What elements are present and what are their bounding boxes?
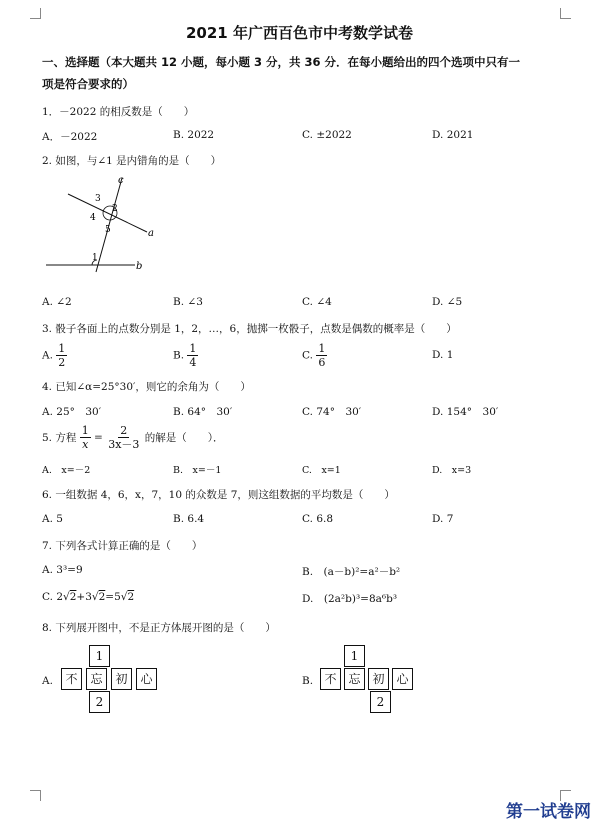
label-a: a: [148, 228, 154, 239]
numerator: 2: [120, 424, 128, 437]
q2-option-c: C. ∠4: [302, 296, 332, 308]
fraction: [187, 342, 198, 369]
q3-stem: 3. 骰子各面上的点数分别是 1，2，…，6，抛掷一枚骰子，点数是偶数的概率是（ ）: [42, 323, 457, 335]
net-cell-bottom: 2: [89, 691, 110, 713]
q3-a-label: A.: [42, 349, 53, 362]
denominator: x: [82, 438, 89, 451]
radicand: 2: [98, 591, 106, 603]
q5-equals: =: [94, 431, 103, 444]
fraction: [316, 342, 327, 369]
q4-option-b: B. 64° 30′: [173, 406, 233, 418]
q7-c-pre: C. 2: [42, 591, 64, 603]
label-5: 5: [105, 225, 111, 235]
q5-option-d: D. x=3: [432, 465, 472, 476]
label-c: c: [118, 175, 124, 186]
net-cell: 忘: [344, 668, 365, 690]
q8-stem: 8. 下列展开图中，不是正方体展开图的是（ ）: [42, 622, 276, 634]
denominator: 3x－3: [108, 438, 140, 451]
sqrt-symbol: √: [91, 591, 99, 603]
label-4: 4: [90, 213, 96, 223]
watermark-logo: 第一试卷网: [506, 802, 591, 822]
sqrt-symbol: √: [120, 591, 128, 603]
radicand: 2: [69, 591, 77, 603]
q8-net-b: [320, 645, 420, 715]
q1-option-c: C. ±2022: [302, 129, 352, 141]
fraction: [56, 342, 67, 369]
q7-option-c: [42, 591, 134, 603]
numerator: 1: [58, 342, 66, 355]
denominator: 6: [318, 356, 326, 369]
sqrt-symbol: √: [63, 591, 70, 603]
q8-net-a: [60, 645, 160, 715]
label-b: b: [136, 261, 143, 272]
numerator: 1: [318, 342, 326, 355]
section-header-line2: 项是符合要求的）: [42, 77, 134, 91]
q8-option-b-label: B.: [302, 675, 314, 687]
q2-figure: [40, 170, 170, 280]
q4-option-a: A. 25° 30′: [42, 406, 102, 418]
q6-option-d: D. 7: [432, 513, 454, 525]
denominator: 4: [189, 356, 197, 369]
q6-stem: 6. 一组数据 4，6，x，7，10 的众数是 7，则这组数据的平均数是（ ）: [42, 489, 395, 501]
q5-stem: [42, 424, 224, 451]
numerator: 1: [189, 342, 197, 355]
q6-option-a: A. 5: [42, 513, 63, 525]
q3-option-c: [302, 342, 327, 369]
q2-option-b: B. ∠3: [173, 296, 203, 308]
q7-c-mid: +3: [76, 591, 92, 603]
fraction: [106, 424, 141, 451]
q1-option-b: B. 2022: [173, 129, 215, 141]
label-1: 1: [92, 253, 98, 263]
q1-option-a: A．－2022: [42, 131, 98, 143]
q2-option-d: D. ∠5: [432, 296, 463, 308]
q6-option-b: B. 6.4: [173, 513, 205, 525]
q5-option-a: A. x=－2: [42, 465, 91, 476]
q5-stem-pre: 5. 方程: [42, 432, 77, 444]
fraction: [80, 424, 91, 451]
q4-option-c: C. 74° 30′: [302, 406, 362, 418]
q7-option-b: B. (a－b)²=a²－b²: [302, 566, 401, 578]
q3-option-a: [42, 342, 67, 369]
q6-option-c: C. 6.8: [302, 513, 334, 525]
denominator: 2: [58, 356, 66, 369]
net-cell: 心: [392, 668, 413, 690]
net-cell: 初: [368, 668, 389, 690]
q3-b-label: B.: [173, 349, 185, 362]
q4-stem: 4. 已知∠α=25°30′，则它的余角为（ ）: [42, 381, 251, 393]
corner-mark-tl: [30, 8, 41, 19]
numerator: 1: [81, 424, 89, 437]
q7-option-a: A. 3³=9: [42, 564, 83, 576]
corner-mark-tr: [560, 8, 571, 19]
label-2: 2: [112, 204, 118, 214]
q5-stem-post: 的解是（ ）．: [144, 432, 224, 444]
q3-option-d: D. 1: [432, 349, 454, 361]
q7-stem: 7. 下列各式计算正确的是（ ）: [42, 540, 203, 552]
net-cell: 心: [136, 668, 157, 690]
radicand: 2: [127, 591, 135, 603]
q4-option-d: D. 154° 30′: [432, 406, 499, 418]
net-cell-bottom: 2: [370, 691, 391, 713]
corner-mark-bl: [30, 790, 41, 801]
q5-option-b: B. x=－1: [173, 465, 222, 476]
q2-stem: 2. 如图，与∠1 是内错角的是（ ）: [42, 155, 222, 167]
q1-option-d: D. 2021: [432, 129, 474, 141]
q3-c-label: C.: [302, 349, 313, 362]
q3-option-b: [173, 342, 198, 369]
page-title: 2021 年广西百色市中考数学试卷: [186, 24, 413, 42]
q2-option-a: A. ∠2: [42, 296, 72, 308]
net-cell: 不: [61, 668, 82, 690]
section-header-line1: 一、选择题（本大题共 12 小题，每小题 3 分，共 36 分．在每小题给出的四个选项中只有一: [42, 55, 521, 69]
q7-c-eq: =5: [105, 591, 121, 603]
net-cell-top: 1: [89, 645, 110, 667]
net-cell: 忘: [86, 668, 107, 690]
net-cell: 初: [111, 668, 132, 690]
q8-option-a-label: A.: [42, 675, 53, 687]
net-cell: 不: [320, 668, 341, 690]
q1-stem: 1．－2022 的相反数是（ ）: [42, 106, 195, 118]
label-3: 3: [95, 194, 101, 204]
net-cell-top: 1: [344, 645, 365, 667]
q7-option-d: D. (2a²b)³=8a⁶b³: [302, 593, 398, 605]
q5-option-c: C. x=1: [302, 465, 341, 476]
